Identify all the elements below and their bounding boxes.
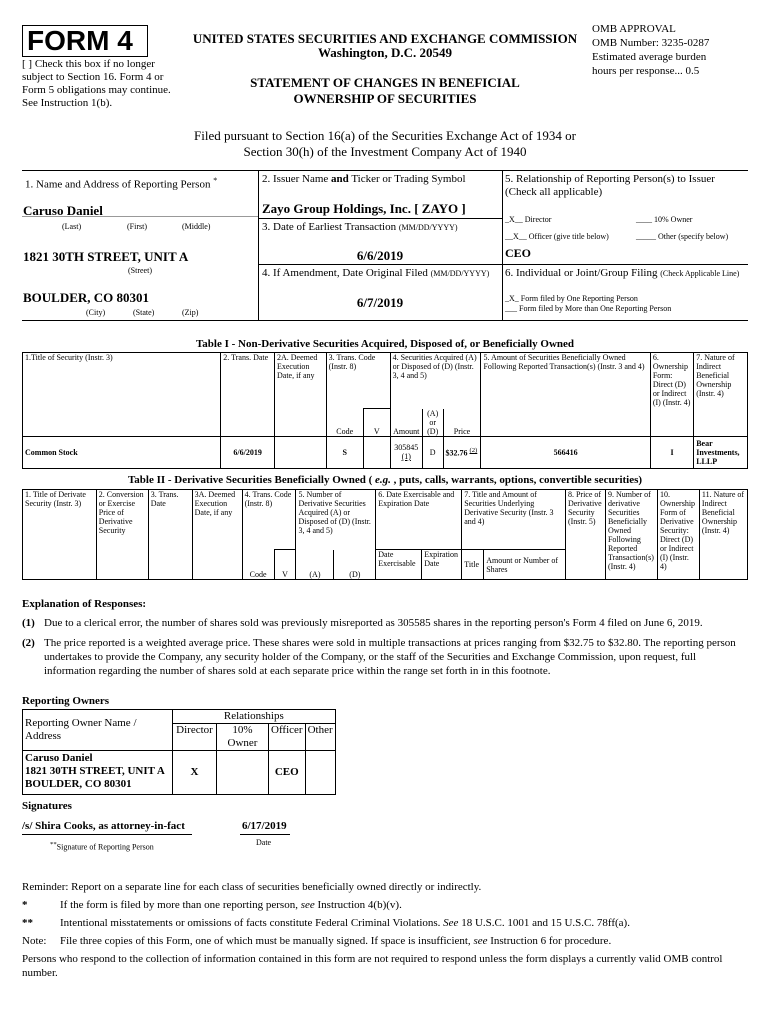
box3-label: 3. Date of Earliest Transaction (MM/DD/YYYY)	[262, 221, 458, 233]
t2-h-number: 5. Number of Derivative Securities Acquired (A) or Disposed of (D) (Instr. 3, 4 and 5)	[296, 490, 376, 550]
table-row	[23, 436, 748, 468]
t2-h-title-sub: Title	[462, 550, 484, 580]
t1-h-code-sub: Code	[326, 409, 363, 437]
t2-h-exp: Expiration Date	[422, 550, 462, 580]
t1-h-nature: 7. Nature of Indirect Beneficial Ownership (Instr. 4)	[694, 353, 748, 437]
t1-nature: Bear Investments, LLLP	[694, 436, 748, 468]
owners-col-other: Other	[305, 724, 335, 751]
t2-h-code-sub: Code	[242, 550, 274, 580]
signature-label: **Signature of Reporting Person	[50, 841, 154, 852]
t1-price-footnote[interactable]: (2)	[469, 447, 478, 455]
t2-h-d: (D)	[334, 550, 376, 580]
box6-label: 6. Individual or Joint/Group Filing (Check Applicable Line)	[505, 267, 740, 279]
footer	[22, 880, 748, 980]
last-label: (Last)	[62, 222, 82, 231]
list-item: Note: File three copies of this Form, one of which must be manually signed. If space is insufficient, see Instruction 6 for procedure.	[22, 935, 612, 947]
list-item	[22, 636, 748, 678]
reporting-person-city: BOULDER, CO 80301	[23, 290, 150, 305]
filed-pursuant-1: Filed pursuant to Section 16(a) of the Securities Exchange Act of 1934 or	[194, 128, 576, 143]
director-check[interactable]: _X__ Director	[505, 215, 552, 224]
owner-ten-pct	[217, 751, 269, 795]
earliest-transaction-date: 6/6/2019	[356, 248, 404, 263]
reporting-person-street: 1821 30TH STREET, UNIT A	[23, 249, 189, 264]
footnote-1-text: Due to a clerical error, the number of shares sold was previously misreported as 305585 shares in the reporting person's Form 4 filed on June 6, 2019.	[44, 617, 703, 629]
amendment-date: 6/7/2019	[356, 295, 404, 310]
t1-h-aord: (A) or (D)	[422, 409, 443, 437]
filed-more-persons[interactable]: ___ Form filed by More than One Reporting Person	[505, 304, 672, 313]
owners-col-director: Director	[173, 724, 217, 751]
table1	[22, 352, 748, 469]
statement-title: STATEMENT OF CHANGES IN BENEFICIAL OWNERSHIP OF SECURITIES	[250, 75, 520, 106]
owner-officer: CEO	[269, 751, 306, 795]
reporting-person-name: Caruso Daniel	[23, 203, 103, 218]
reminder: Reminder: Report on a separate line for each class of securities beneficially owned directly or indirectly.	[22, 881, 482, 893]
t2-h-price: 8. Price of Derivative Security (Instr. 5)	[565, 490, 605, 580]
zip-label: (Zip)	[182, 308, 199, 317]
state-label: (State)	[133, 308, 155, 317]
t1-h-title: 1.Title of Security (Instr. 3)	[23, 353, 221, 437]
owners-col-ten-pct: 10% Owner	[217, 724, 269, 751]
footnote-1-num: (1)	[22, 617, 35, 629]
t2-h-owned: 9. Number of derivative Securities Beneficially Owned Following Reported Transaction(s) (Instr. 4)	[605, 490, 657, 580]
t1-code: S	[326, 436, 363, 468]
t1-security: Common Stock	[23, 436, 221, 468]
t2-h-deemed: 3A. Deemed Execution Date, if any	[192, 490, 242, 580]
list-item: * If the form is filed by more than one reporting person, see Instruction 4(b)(v).	[22, 899, 402, 911]
owners-relationships: Relationships	[173, 710, 336, 724]
table2	[22, 489, 748, 580]
owner-other	[305, 751, 335, 795]
list-item	[22, 616, 748, 630]
box1-footnote: *	[213, 176, 218, 185]
t2-h-amount: Amount or Number of Shares	[484, 550, 566, 580]
signature-date: 6/17/2019	[242, 820, 287, 832]
box2-label: 2. Issuer Name and Ticker or Trading Symbol	[262, 173, 466, 185]
owners-col-name: Reporting Owner Name / Address	[23, 710, 173, 751]
t2-h-v: V	[274, 550, 296, 580]
t1-h-form: 6. Ownership Form: Direct (D) or Indirect (I) (Instr. 4)	[650, 353, 693, 437]
omb-burden: Estimated average burden	[592, 51, 707, 63]
owners-col-officer: Officer	[269, 724, 306, 751]
officer-title: CEO	[505, 246, 532, 260]
box5-label: 5. Relationship of Reporting Person(s) to Issuer	[505, 173, 715, 185]
t1-price: $32.76 $^{(2)}$	[443, 436, 481, 468]
commission-city: Washington, D.C. 20549	[318, 45, 452, 60]
check-box-text[interactable]: [ ] Check this box if no longer subject to Section 16. Form 4 or Form 5 obligations may continue. See Instruction 1(b).	[22, 58, 171, 109]
t1-aord: D	[422, 436, 443, 468]
t2-h-code: 4. Trans. Code (Instr. 8)	[242, 490, 296, 550]
t2-h-title: 1. Title of Derivate Security (Instr. 3)	[23, 490, 97, 580]
t2-h-underlying: 7. Title and Amount of Securities Underlying Derivative Security (Instr. 3 and 4)	[462, 490, 566, 550]
middle-label: (Middle)	[182, 222, 211, 231]
t2-h-conv: 2. Conversion or Exercise Price of Derivative Security	[96, 490, 148, 580]
other-check[interactable]: _____ Other (specify below)	[636, 232, 729, 241]
t1-h-code: 3. Trans. Code (Instr. 8)	[326, 353, 390, 409]
owners-heading: Reporting Owners	[22, 695, 110, 707]
officer-check[interactable]: __X__ Officer (give title below)	[505, 232, 609, 241]
box1-label: 1. Name and Address of Reporting Person *	[25, 176, 218, 191]
box4-label: 4. If Amendment, Date Original Filed (MM/DD/YYYY)	[262, 267, 490, 279]
t1-h-amount: Amount	[390, 409, 422, 437]
t1-form: I	[650, 436, 693, 468]
t2-h-form: 10. Ownership Form of Derivative Security: Direct (D) or Indirect (I) (Instr. 4)	[657, 490, 699, 580]
t1-h-owned: 5. Amount of Securities Beneficially Owned Following Reported Transaction(s) (Instr. 3 and 4)	[481, 353, 650, 437]
table1-title: Table I - Non-Derivative Securities Acquired, Disposed of, or Beneficially Owned	[195, 338, 575, 350]
owners-table	[22, 709, 336, 795]
filed-pursuant-2: Section 30(h) of the Investment Company Act of 1940	[243, 144, 527, 159]
persons-notice: Persons who respond to the collection of information contained in this form are not required to respond unless the form displays a currently valid OMB control number.	[22, 953, 723, 979]
t2-h-a: (A)	[296, 550, 334, 580]
date-label: Date	[256, 838, 272, 847]
first-label: (First)	[127, 222, 147, 231]
issuer-name: Zayo Group Holdings, Inc. [ ZAYO ]	[262, 201, 466, 216]
explanation-heading: Explanation of Responses:	[22, 598, 147, 610]
owner-director: X	[173, 751, 217, 795]
t2-h-nature: 11. Nature of Indirect Beneficial Ownership (Instr. 4)	[699, 490, 747, 580]
omb-hours: hours per response... 0.5	[592, 65, 700, 77]
footnote-2-text: The price reported is a weighted average price. These shares were sold in multiple transactions at prices ranging from $32.75 to $32.80. The reporting person undertakes to provide the Company, any security holder of the Company, or the staff of the Securities and Exchange Commission, upon request, full information regarding the number of shares sold at each separate price within the range set forth in in this footnote.	[44, 637, 736, 677]
t2-h-date: 3. Trans. Date	[148, 490, 192, 580]
table-row	[23, 751, 336, 795]
signatures-heading: Signatures	[22, 800, 72, 812]
t1-owned: 566416	[481, 436, 650, 468]
t1-h-deemed: 2A. Deemed Execution Date, if any	[274, 353, 326, 437]
t1-amount-footnote[interactable]: (1)	[401, 452, 411, 461]
table2-title: Table II - Derivative Securities Beneficially Owned ( e.g. , puts, calls, warrants, options, convertible securities)	[127, 474, 643, 486]
t2-h-date-ex: Date Exercisable	[376, 550, 422, 580]
commission-name: UNITED STATES SECURITIES AND EXCHANGE COMMISSION	[192, 31, 578, 46]
t1-h-date: 2. Trans. Date	[221, 353, 275, 437]
explanation-list	[22, 616, 748, 678]
t1-deemed	[274, 436, 326, 468]
signature: /s/ Shira Cooks, as attorney-in-fact	[22, 820, 185, 832]
street-label: (Street)	[128, 266, 152, 275]
footnote-2-num: (2)	[22, 637, 35, 649]
filed-one-person[interactable]: _X_ Form filed by One Reporting Person	[505, 294, 638, 303]
city-label: (City)	[86, 308, 106, 317]
omb-number: OMB Number: 3235-0287	[592, 37, 710, 49]
ten-pct-check[interactable]: ____ 10% Owner	[636, 215, 693, 224]
owner-address: Caruso Daniel 1821 30TH STREET, UNIT A BOULDER, CO 80301	[23, 751, 173, 795]
t1-h-acquired: 4. Securities Acquired (A) or Disposed of (D) (Instr. 3, 4 and 5)	[390, 353, 481, 409]
list-item: ** Intentional misstatements or omissions of facts constitute Federal Criminal Violations. See 18 U.S.C. 1001 and 15 U.S.C. 78ff(a).	[22, 917, 630, 929]
t1-h-price: Price	[443, 409, 481, 437]
t1-date: 6/6/2019	[221, 436, 275, 468]
t1-h-v: V	[363, 409, 390, 437]
t1-amount: 305845 (1)	[390, 436, 422, 468]
omb-approval: OMB APPROVAL	[592, 23, 676, 35]
t1-v	[363, 436, 390, 468]
t2-h-exercisable: 6. Date Exercisable and Expiration Date	[376, 490, 462, 550]
form-title-box	[22, 25, 148, 57]
form-title: FORM 4	[27, 25, 133, 56]
box5-label2: (Check all applicable)	[505, 186, 603, 198]
omb-box	[592, 22, 752, 78]
